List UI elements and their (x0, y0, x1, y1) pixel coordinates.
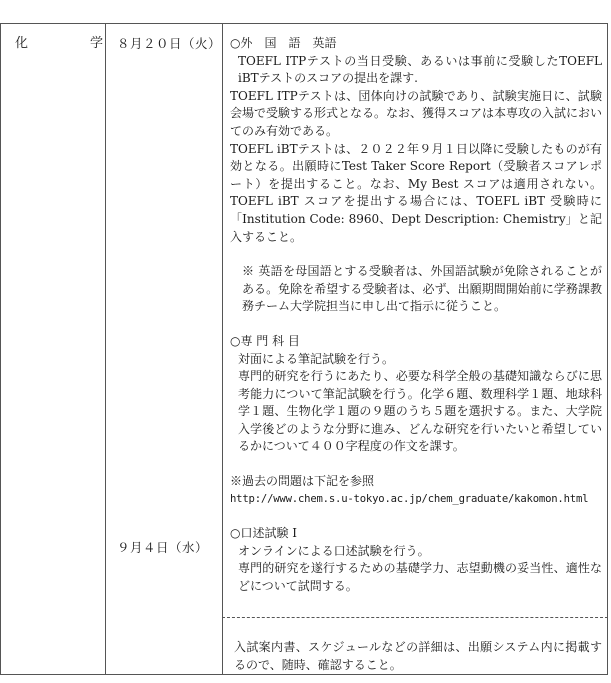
specialized-heading: ○専 門 科 目 (230, 333, 300, 348)
specialized-line: 対面による筆記試験を行う。 (238, 351, 395, 366)
exam-details (230, 35, 602, 596)
oral-exam-line: 専門的研究を遂行するための基礎学力、志望動機の妥当性、適性などについて試問する。 (238, 561, 602, 594)
foreign-language-line: TOEFL ITPテストの当日受験、あるいは事前に受験したTOEFL iBTテストのスコアの提出を課す. (238, 53, 602, 86)
foreign-language-line: TOEFL iBTテストは、２０２２年９月１日以降に受験したものが有効となる。出願時にTest Taker Score Report（受験者スコアレポート）を提出すること。なお、My Best スコアは適用されない。TOEFL iBT スコアを提出する場合には、TOEFL iBT 受験時に「Institution Code: 8960、Dept Description: Chemistry」と記入すること。 (230, 141, 602, 244)
exam-date-2: ９月４日（水） (117, 540, 209, 555)
oral-exam-line: オンラインによる口述試験を行う。 (238, 543, 430, 558)
table-bottom-border (0, 674, 607, 675)
past-exams-label: ※過去の問題は下記を参照 (230, 474, 375, 489)
exam-date-1: ８月２０日（火） (117, 36, 222, 51)
native-speaker-note: ※ 英語を母国語とする受験者は、外国語試験が免除されることがある。免除を希望する受験者は、必ず、出願期間開始前に学務課教務チーム大学院担当に申し出て指示に従うこと。 (242, 264, 602, 314)
table-left-border (0, 23, 1, 675)
past-exams-link[interactable]: http://www.chem.s.u-tokyo.ac.jp/chem_graduate/kakomon.html (230, 492, 589, 505)
subject-char-2: 学 (90, 36, 104, 51)
oral-exam-heading: ○口述試験 Ⅰ (230, 526, 298, 541)
table-top-border (0, 23, 607, 24)
footer-notice: 入試案内書、スケジュールなどの詳細は、出願システム内に掲載するので、随時、確認すること。 (234, 640, 602, 672)
column-divider-date (222, 23, 223, 675)
foreign-language-heading: ○外 国 語 英語 (230, 36, 337, 50)
foreign-language-line: TOEFL ITPテストは、団体向けの試験であり、試験実施日に、試験会場で受験する形式となる。なお、獲得スコアは本専攻の入試においてのみ有効である。 (230, 88, 603, 138)
column-divider-subject (105, 23, 106, 675)
specialized-line: 専門的研究を行うにあたり、必要な科学全般の基礎知識ならびに思考能力について筆記試験を行う。化学６題、数理科学１題、地球科学１題、生物化学１題の９題のうち５題を選択する。また、大学院入学後どのような分野に進み、どんな研究を行いたいと希望しているかについて４００字程度の作文を課す。 (238, 369, 602, 454)
footer-divider (222, 617, 608, 618)
table-right-border (607, 23, 608, 675)
subject-char-1: 化 (15, 36, 29, 51)
